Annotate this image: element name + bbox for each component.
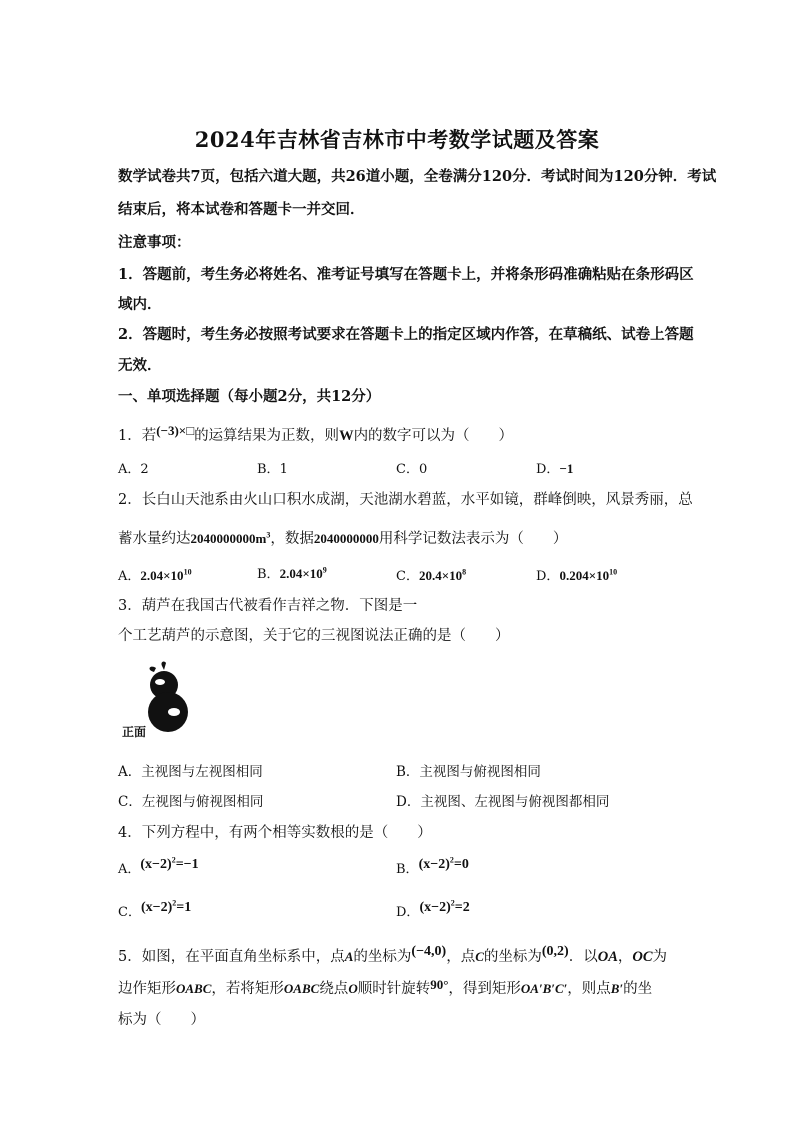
option-label: A． xyxy=(118,569,141,584)
q5-text: ，得到矩形 xyxy=(448,981,521,997)
option-rhs: =0 xyxy=(453,857,469,872)
option-label: C． xyxy=(396,569,419,584)
question-5-line-1 xyxy=(118,945,678,966)
option-label: A． xyxy=(118,462,141,477)
q5-point-c: C xyxy=(475,949,484,964)
question-4-line-1: 4．下列方程中，有两个相等实数根的是（ ） xyxy=(118,825,432,841)
q2-volume-number: 2040000000m xyxy=(190,531,267,546)
option-label: C． xyxy=(396,462,419,477)
note-1-line-1: 1．答题前，考生务必将姓名、准考证号填写在答题卡上，并将条形码准确粘贴在条形码区 xyxy=(118,266,694,283)
q1-expression: (−3)×□ xyxy=(156,423,195,438)
q5-text: 边作矩形 xyxy=(118,981,176,997)
q3-option-c xyxy=(118,790,263,810)
option-expr: (x−2) xyxy=(418,857,450,872)
option-label: C． xyxy=(118,794,142,810)
q5-text: 为 xyxy=(652,949,668,965)
q5-text: 的坐标为 xyxy=(353,949,412,965)
option-label: B． xyxy=(257,567,280,582)
q5-rect: OABC xyxy=(283,981,320,996)
q5-text: 5．如图，在平面直角坐标系中，点 xyxy=(118,949,345,965)
q5-text: 顺时针旋转 xyxy=(357,981,431,997)
q1-option-b xyxy=(257,458,288,477)
option-text: 主视图与俯视图相同 xyxy=(419,764,541,780)
option-text: 主视图与左视图相同 xyxy=(141,764,263,780)
q5-text: ．以 xyxy=(568,949,598,965)
q5-coord-c: (0,2) xyxy=(541,944,569,959)
q5-rect-rotated: OA′B′C′ xyxy=(520,981,568,996)
notice-heading: 注意事项： xyxy=(118,234,191,251)
question-5-line-2 xyxy=(118,977,678,998)
section-1-heading: 一、单项选择题（每小题2分，共12分） xyxy=(118,388,381,405)
option-base: 2.04×10 xyxy=(279,566,323,581)
q5-coord-a: (−4,0) xyxy=(411,944,447,959)
q1-mid: 的运算结果为正数，则 xyxy=(194,428,340,444)
q5-text: ，若将矩形 xyxy=(211,981,284,997)
question-2-line-2 xyxy=(118,527,678,548)
q5-point-b-prime: B′ xyxy=(610,981,624,996)
option-rhs: =2 xyxy=(454,900,470,915)
option-exp: 10 xyxy=(609,567,618,577)
q1-option-d xyxy=(536,458,573,477)
gourd-highlight-bottom xyxy=(168,708,180,716)
intro-line-2: 结束后，将本试卷和答题卡一并交回． xyxy=(118,201,365,218)
q2-volume-exp: 3 xyxy=(266,530,271,540)
q4-option-b xyxy=(396,855,469,878)
option-label: B． xyxy=(396,764,420,780)
option-value: 1 xyxy=(279,462,288,477)
option-base: 20.4×10 xyxy=(418,568,463,583)
option-value: 0 xyxy=(418,462,428,477)
q2-text-a: 蓄水量约达 xyxy=(118,531,191,547)
q2-option-a xyxy=(118,565,192,584)
q2-text-b: ，数据 xyxy=(270,531,314,547)
note-1-line-2: 域内． xyxy=(118,296,162,313)
q5-rect: OABC xyxy=(176,981,212,996)
option-exp: 2 xyxy=(450,898,455,908)
q5-text: 绕点 xyxy=(319,981,349,997)
question-3-line-1: 3．葫芦在我国古代被看作吉祥之物．下图是一 xyxy=(118,598,418,614)
q4-option-a xyxy=(118,855,199,878)
option-label: A． xyxy=(118,764,142,780)
q5-text: ， xyxy=(617,949,633,965)
q2-number: 2040000000 xyxy=(313,531,379,546)
question-1 xyxy=(118,424,678,445)
option-value: −1 xyxy=(559,461,574,476)
option-exp: 2 xyxy=(449,855,454,865)
q2-option-d xyxy=(536,565,617,584)
q1-option-c xyxy=(396,458,427,477)
q5-segment-oa: OA xyxy=(597,949,618,965)
option-exp: 10 xyxy=(183,567,192,577)
option-expr: (x−2) xyxy=(419,900,451,915)
q5-text: ，则点 xyxy=(567,981,611,997)
option-exp: 8 xyxy=(462,567,467,577)
option-text: 主视图、左视图与俯视图都相同 xyxy=(420,794,610,810)
option-base: 0.204×10 xyxy=(559,568,610,583)
gourd-stem xyxy=(161,662,166,670)
question-2-line-1: 2．长白山天池系由火山口积水成湖，天池湖水碧蓝，水平如镜，群峰倒映，风景秀丽，总 xyxy=(118,492,693,508)
option-rhs: =−1 xyxy=(175,857,199,872)
q3-option-b xyxy=(396,760,541,780)
q1-box-symbol: W xyxy=(339,428,354,444)
option-label: D． xyxy=(536,462,560,477)
q5-text: 的坐 xyxy=(623,981,653,997)
question-3-line-2: 个工艺葫芦的示意图，关于它的三视图说法正确的是（ ） xyxy=(118,628,510,644)
q5-angle: 90° xyxy=(430,977,449,992)
option-exp: 9 xyxy=(322,565,327,575)
q5-text: ，点 xyxy=(446,949,476,965)
option-exp: 2 xyxy=(172,898,177,908)
front-view-label: 正面 xyxy=(122,725,147,739)
option-base: 2.04×10 xyxy=(140,568,184,583)
q5-segment-oc: OC xyxy=(632,949,653,965)
option-label: D． xyxy=(536,569,560,584)
option-label: B． xyxy=(396,862,419,877)
q5-text: 的坐标为 xyxy=(483,949,542,965)
option-label: A． xyxy=(118,862,141,877)
q2-option-c xyxy=(396,565,466,584)
question-5-line-3: 标为（ ） xyxy=(118,1012,205,1028)
q2-text-c: 用科学记数法表示为（ ） xyxy=(378,531,568,547)
option-exp: 2 xyxy=(171,855,176,865)
option-label: D． xyxy=(396,794,421,810)
q4-option-c xyxy=(118,898,192,921)
gourd-highlight-top xyxy=(155,679,165,685)
q3-option-d xyxy=(396,790,609,810)
note-2-line-2: 无效． xyxy=(118,357,162,374)
option-value: 2 xyxy=(140,462,149,477)
q1-suffix: 内的数字可以为（ ） xyxy=(353,428,514,444)
option-label: B． xyxy=(257,462,280,477)
note-2-line-1: 2．答题时，考生务必按照考试要求在答题卡上的指定区域内作答，在草稿纸、试卷上答题 xyxy=(118,326,694,343)
q3-option-a xyxy=(118,760,263,780)
option-label: C． xyxy=(118,905,141,920)
option-expr: (x−2) xyxy=(140,900,173,915)
q2-option-b xyxy=(257,563,327,582)
option-rhs: =1 xyxy=(176,900,192,915)
q2-volume xyxy=(191,531,271,546)
page-title: 2024年吉林省吉林市中考数学试题及答案 xyxy=(194,127,600,152)
option-expr: (x−2) xyxy=(140,857,172,872)
q1-prefix: 1．若 xyxy=(118,428,157,444)
q5-point-a: A xyxy=(344,949,354,964)
q5-point-o: O xyxy=(348,981,358,996)
q1-option-a xyxy=(118,458,149,477)
intro-line-1: 数学试卷共7页，包括六道大题，共26道小题，全卷满分120分．考试时间为120分钟．考试 xyxy=(118,168,717,185)
option-label: D． xyxy=(396,905,420,920)
option-text: 左视图与俯视图相同 xyxy=(141,794,264,810)
q4-option-d xyxy=(396,898,470,921)
gourd-leaf xyxy=(150,667,156,672)
